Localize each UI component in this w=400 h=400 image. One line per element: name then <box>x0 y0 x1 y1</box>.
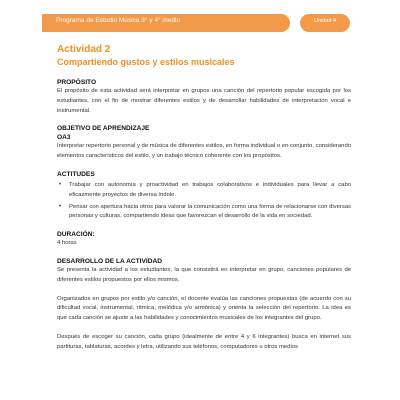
program-name: Programa de Estudio Música 3° y 4° medio <box>56 17 181 24</box>
attitude-text: Pensar con apertura hacia otros para valorar la comunicación como una forma de relacionarse con diversas personas y culturas, compartiendo ideas que favorezcan el desarrollo de la vida en sociedad. <box>69 203 351 220</box>
list-item <box>57 203 351 223</box>
objective-heading: OBJETIVO DE APRENDIZAJE <box>57 125 150 133</box>
development-heading: DESARROLLO DE LA ACTIVIDAD <box>57 257 163 265</box>
unit-badge <box>300 14 350 32</box>
list-item <box>57 181 351 201</box>
attitudes-list <box>57 181 351 222</box>
purpose-section <box>57 78 351 116</box>
development-paragraph: Después de escoger su canción, cada grupo (idealmente de entre 4 y 6 integrantes) busca en internet sus partituras, tablaturas, acordes y letra, utilizando sus teléfonos, computadores u otros medios <box>57 333 351 350</box>
duration-heading: DURACIÓN: <box>57 231 95 239</box>
purpose-heading: PROPÓSITO <box>57 79 97 86</box>
program-banner <box>42 14 290 32</box>
development-paragraph: Se presenta la actividad a los estudiantes, la que consistirá en interpretar en grupo, canciones populares de diferentes estilos propuestos por ellos mismos. <box>57 266 351 283</box>
objective-code: OA3 <box>57 134 71 142</box>
document-body <box>57 44 351 361</box>
development-section <box>57 257 351 353</box>
page-header <box>0 14 400 34</box>
development-paragraph: Organizados en grupos por estilo y/o canción, el docente evalúa las canciones propuestas (de acuerdo con su dificultad vocal, instrumental, rítmica, melódica y/o armónica) y orienta la selección del repertorio. La idea es que cada canción se ajuste a las habilidades y conocimientos musicales de los integrantes del grupo. <box>57 295 351 322</box>
duration-section <box>57 230 351 249</box>
bullet-icon: • <box>59 181 62 188</box>
unit-label: Unidad 4 <box>313 18 337 24</box>
bullet-icon: • <box>59 203 62 210</box>
attitudes-section <box>57 170 351 222</box>
objective-text: Interpretar repertorio personal y de música de diferentes estilos, en forma individual o en conjunto, considerando elementos característicos del estilo, y un trabajo técnico coherente con los propósitos. <box>57 143 351 160</box>
duration-value: 4 horas <box>57 240 77 247</box>
objective-section <box>57 124 351 162</box>
purpose-text: El propósito de esta actividad será interpretar en grupos una canción del repertorio popular escogida por los estudiantes, con el fin de mostrar diferentes estilos y de desarrollar habilidades de interpretación vocal e instrumental. <box>57 88 351 114</box>
attitude-text: Trabajar con autonomía y proactividad en trabajos colaborativos e individuales para llevar a cabo eficazmente proyectos de diversa índole. <box>69 181 351 198</box>
activity-number: Actividad 2 <box>57 44 111 55</box>
activity-title: Compartiendo gustos y estilos musicales <box>57 57 235 67</box>
attitudes-heading: ACTITUDES <box>57 170 95 178</box>
